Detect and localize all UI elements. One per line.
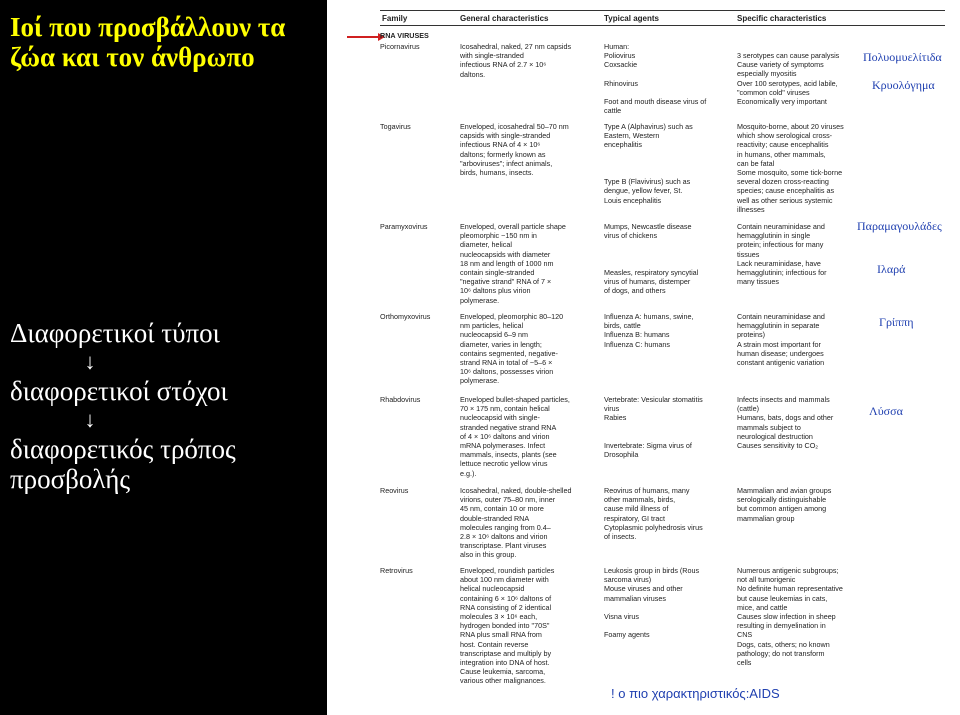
flow-text: [10, 318, 320, 494]
section-label: RNA VIRUSES: [380, 31, 429, 40]
row-agents: Influenza A: humans, swine, birds, cattle Influenza B: humans Influenza C: humans: [604, 312, 694, 349]
down-arrow-icon: ↓: [84, 349, 96, 374]
row-general: Enveloped, overall particle shape pleomorphic ~150 nm in diameter, helical nucleocapsids with diameter 18 nm and length of 1000 nm contain single-stranded "negative strand" RNA of 7 × 10⁶ daltons plus virion polymerase.: [460, 222, 566, 305]
label-influenza: Γρίππη: [879, 315, 914, 329]
header-general: General characteristics: [460, 14, 549, 23]
label-mumps: Παραμαγουλάδες: [857, 219, 942, 233]
row-agents: Vertebrate: Vesicular stomatitis virus Rabies Invertebrate: Sigma virus of Drosophila: [604, 395, 703, 460]
row-general: Icosahedral, naked, 27 nm capsids with single-stranded infectious RNA of 2.7 × 10⁶ daltons.: [460, 42, 572, 79]
row-general: Enveloped, roundish particles about 100 nm diameter with helical nucleocapsid containing 6 × 10⁶ daltons of RNA consisting of 2 identical molecules 3 × 10⁶ each, hydrogen bonded into "70S" RNA plus small RNA from host. Contain reverse transcriptase and multiply by integration into DNA of host. Cause leukemia, sarcoma, various other malignances.: [460, 566, 555, 686]
row-family: Picornavirus: [380, 42, 420, 51]
header-specific: Specific characteristics: [737, 14, 827, 23]
label-poliomyelitis: Πολυομυελίτιδα: [863, 50, 942, 64]
flow-line-types: Διαφορετικοί τύποι: [10, 318, 220, 348]
row-specific: Mosquito-borne, about 20 viruses which show serological cross- reactivity; cause encephalitis in humans, other mammals, can be fatal Some mosquito, some tick-borne several dozen cross-reacting species; cause encephalitis as well as other serious systemic illnesses: [737, 122, 844, 214]
down-arrow-icon: ↓: [84, 407, 96, 432]
table-top-rule: [380, 10, 945, 11]
header-family: Family: [382, 14, 408, 23]
row-general: Enveloped bullet-shaped particles, 70 × 175 nm, contain helical nucleocapsid with single- stranded negative strand RNA of 4 × 10⁶ daltons and virion mRNA polymerases. Infect mammals, insects, plants (see lettuce necrotic yellow virus e.g.).: [460, 395, 570, 478]
row-agents: Type A (Alphavirus) such as Eastern, Western encephalitis Type B (Flavivirus) such as dengue, yellow fever, St. Louis encephalitis: [604, 122, 693, 205]
label-common-cold: Κρυολόγημα: [872, 78, 935, 92]
row-family: Reovirus: [380, 486, 409, 495]
row-family: Rhabdovirus: [380, 395, 421, 404]
row-agents: Human: Poliovirus Coxsackie Rhinovirus Foot and mouth disease virus of cattle: [604, 42, 707, 116]
row-family: Orthomyxovirus: [380, 312, 431, 321]
table-header-rule: [380, 25, 945, 26]
footer-note: ! ο πιο χαρακτηριστικός:AIDS: [611, 686, 780, 701]
row-specific: Contain neuraminidase and hemagglutinin in separate proteins) A strain most important for human disease; undergoes constant antigenic variation: [737, 312, 825, 368]
virus-table-image: [327, 0, 960, 715]
slide-title: Ιοί που προσβάλλουν τα ζώα και τον άνθρωπο: [10, 12, 286, 72]
row-general: Icosahedral, naked, double-shelled virions, outer 75–80 nm, inner 45 nm, contain 10 or more double-stranded RNA molecules ranging from 0.4– 2.8 × 10⁶ daltons and virion transcriptase. Plant viruses also in this group.: [460, 486, 572, 560]
flow-line-targets: διαφορετικοί στόχοι: [10, 376, 228, 406]
row-specific: Infects insects and mammals (cattle) Humans, bats, dogs and other mammals subject to neurological destruction Causes sensitivity to CO₂: [737, 395, 834, 451]
left-panel: [0, 0, 327, 715]
row-agents: Reovirus of humans, many other mammals, birds, cause mild illness of respiratory, GI tract Cytoplasmic polyhedrosis virus of insects.: [604, 486, 703, 542]
header-agents: Typical agents: [604, 14, 659, 23]
row-specific: 3 serotypes can cause paralysis Cause variety of symptoms especially myositis Over 100 serotypes, acid labile, "common cold" viruses Economically very important: [737, 51, 840, 107]
pointer-arrow-icon: [347, 36, 379, 38]
row-agents: Mumps, Newcastle disease virus of chickens Measles, respiratory syncytial virus of humans, distemper of dogs, and others: [604, 222, 699, 296]
flow-line-infection: διαφορετικός τρόπος προσβολής: [10, 434, 236, 494]
row-general: Enveloped, pleomorphic 80–120 nm particles, helical nucleocapsid 6–9 nm diameter, varies in length; contains segmented, negative- strand RNA in total of ~5–6 × 10⁶ daltons, possesses virion polymerase.: [460, 312, 564, 386]
label-rabies: Λύσσα: [869, 404, 903, 418]
row-agents: Leukosis group in birds (Rous sarcoma virus) Mouse viruses and other mammalian viruses Visna virus Foamy agents: [604, 566, 700, 640]
row-general: Enveloped, icosahedral 50–70 nm capsids with single-stranded infectious RNA of 4 × 10⁶ daltons; formerly known as "arboviruses"; infect animals, birds, humans, insects.: [460, 122, 569, 178]
row-specific: Numerous antigenic subgroups; not all tumorigenic No definite human representative but cause leukemias in cats, mice, and cattle Causes slow infection in sheep resulting in demyelination in CNS Dogs, cats, others; no known pathology; do not transform cells: [737, 566, 843, 668]
row-family: Retrovirus: [380, 566, 413, 575]
row-family: Togavirus: [380, 122, 411, 131]
row-family: Paramyxovirus: [380, 222, 428, 231]
row-specific: Mammalian and avian groups serologically distinguishable but common antigen among mammalian group: [737, 486, 832, 523]
row-specific: Contain neuraminidase and hemagglutinin in single protein; infectious for many tissues Lack neuraminidase, have hemagglutinin; infectious for many tissues: [737, 222, 827, 287]
label-measles: Ιλαρά: [877, 262, 906, 276]
